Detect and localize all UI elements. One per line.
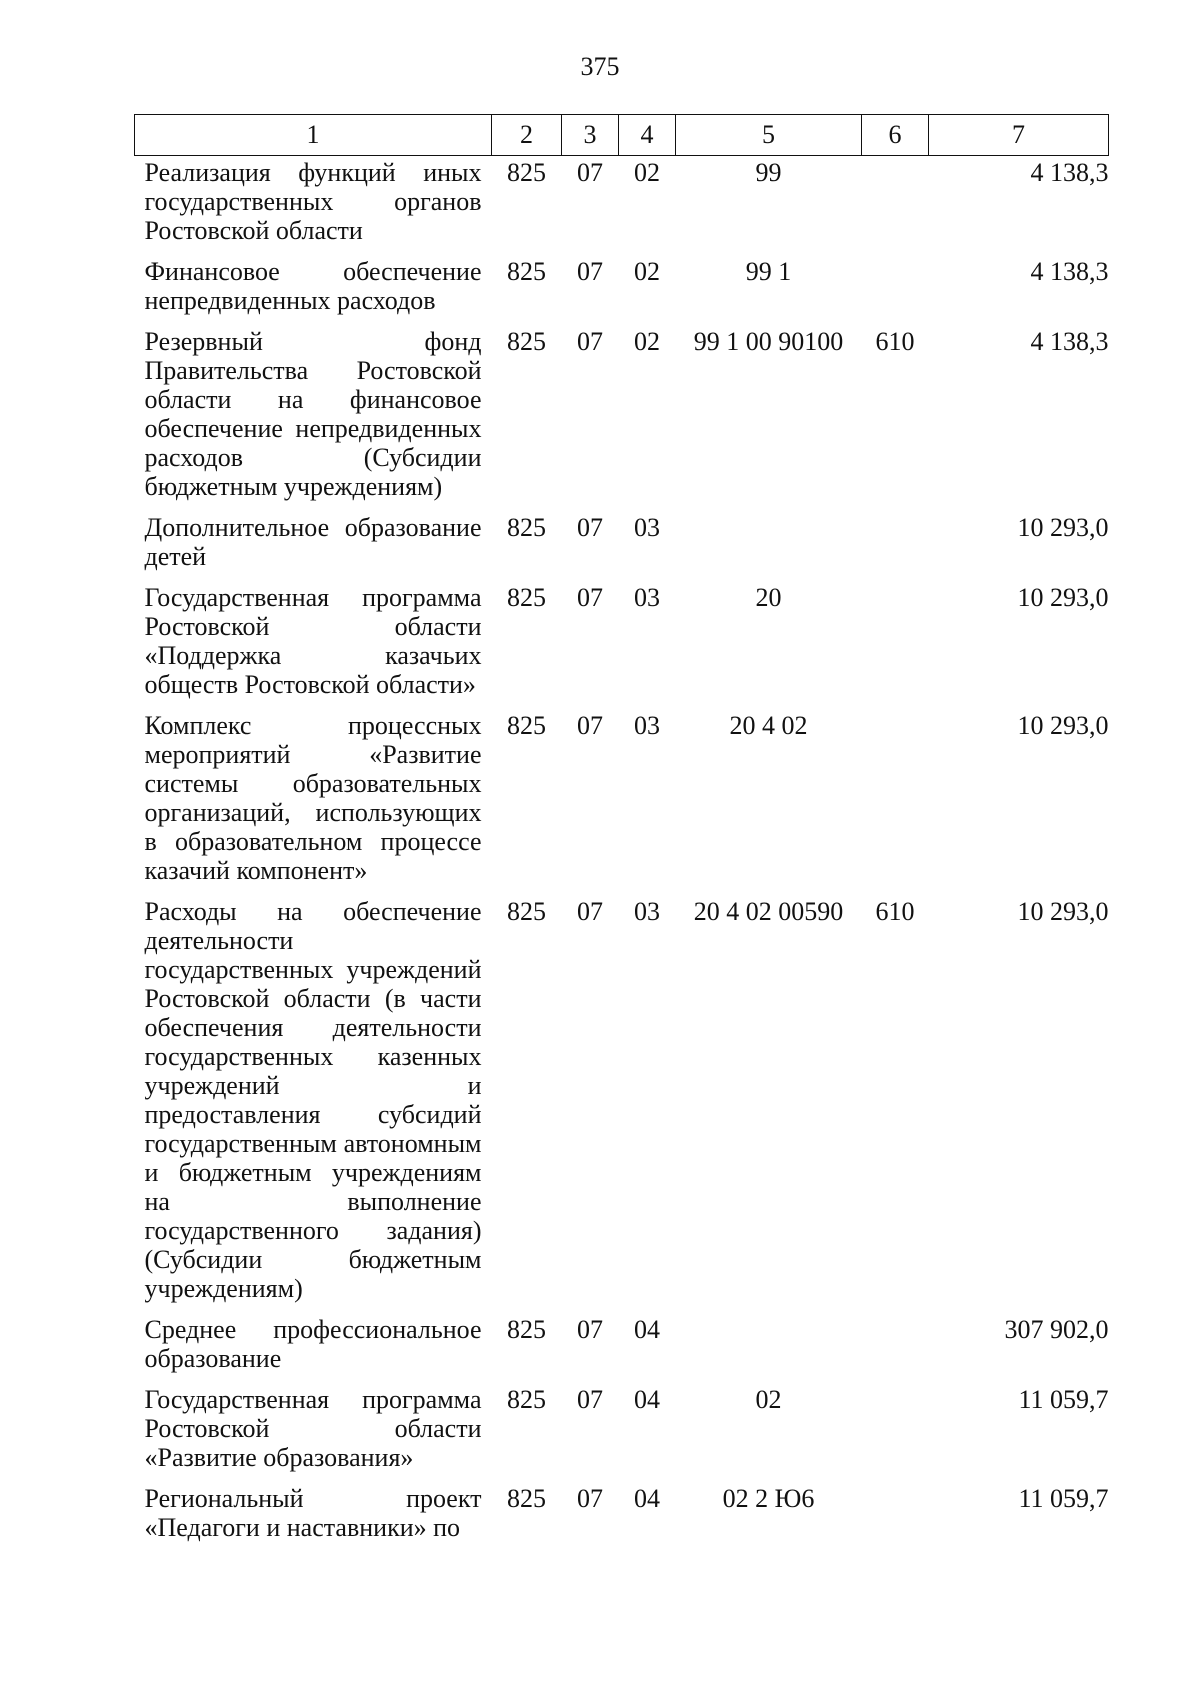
row-subsection: 04: [634, 1484, 660, 1513]
row-expense-type: 610: [875, 897, 915, 926]
row-name: Среднее профессиональное образование: [144, 1315, 482, 1373]
row-target-article: 20 4 02: [729, 711, 808, 740]
row-subsection: 04: [634, 1385, 660, 1414]
header-row: [135, 115, 1109, 156]
row-expense-type: [862, 1383, 929, 1482]
row-expense-type: [862, 1313, 929, 1383]
row-target-article: 02: [755, 1385, 782, 1414]
row-amount: 10 293,0: [1017, 513, 1109, 542]
row-name: Комплекс процессных мероприятий «Развитие системы образовательных организаций, использующих в образовательном процессе казачий компонент»: [144, 711, 482, 885]
row-amount: 307 902,0: [1004, 1315, 1109, 1344]
table-row: [135, 1383, 1109, 1482]
row-section: 07: [577, 711, 603, 740]
header-col-2: 2: [492, 115, 562, 156]
row-amount: 10 293,0: [1017, 711, 1109, 740]
table-row: [135, 1313, 1109, 1383]
row-name: Финансовое обеспечение непредвиденных расходов: [144, 257, 482, 315]
row-expense-type: [862, 255, 929, 325]
row-expense-type: [862, 156, 929, 256]
row-target-article: [676, 1313, 862, 1383]
row-subsection: 03: [634, 711, 660, 740]
row-target-article: 02 2 Ю6: [722, 1484, 815, 1513]
row-target-article: 99 1: [745, 257, 792, 286]
row-expense-type: [862, 1482, 929, 1552]
row-amount: 10 293,0: [1017, 897, 1109, 926]
header-col-3: 3: [562, 115, 619, 156]
row-subsection: 03: [634, 583, 660, 612]
row-subsection: 02: [634, 158, 660, 187]
row-ministry-code: 825: [507, 327, 546, 356]
row-section: 07: [577, 327, 603, 356]
row-ministry-code: 825: [507, 583, 546, 612]
row-name: Резервный фонд Правительства Ростовской области на финансовое обеспечение непредвиденных расходов (Субсидии бюджетным учреждениям): [144, 327, 482, 501]
row-section: 07: [577, 513, 603, 542]
row-ministry-code: 825: [507, 513, 546, 542]
row-section: 07: [577, 257, 603, 286]
row-expense-type: 610: [875, 327, 915, 356]
row-amount: 10 293,0: [1017, 583, 1109, 612]
budget-table: [134, 114, 1109, 1552]
row-name: Дополнительное образование детей: [144, 513, 482, 571]
row-expense-type: [862, 581, 929, 709]
row-subsection: 02: [634, 327, 660, 356]
row-name: Государственная программа Ростовской области «Поддержка казачьих обществ Ростовской области»: [144, 583, 482, 699]
table-body: [135, 156, 1109, 1553]
table-row: [135, 895, 1109, 1313]
row-section: 07: [577, 158, 603, 187]
row-amount: 11 059,7: [1018, 1385, 1109, 1414]
table-row: [135, 709, 1109, 895]
header-col-7: 7: [929, 115, 1109, 156]
row-ministry-code: 825: [507, 1385, 546, 1414]
row-ministry-code: 825: [507, 1484, 546, 1513]
row-name: Расходы на обеспечение деятельности государственных учреждений Ростовской области (в части обеспечения деятельности государственных казенных учреждений и предоставления субсидий государственным автономным и бюджетным учреждениям на выполнение государственного задания) (Субсидии бюджетным учреждениям): [144, 897, 482, 1303]
row-amount: 4 138,3: [1030, 257, 1109, 286]
row-expense-type: [862, 511, 929, 581]
row-name: Региональный проект «Педагоги и наставники» по: [144, 1484, 482, 1542]
row-ministry-code: 825: [507, 897, 546, 926]
row-subsection: 02: [634, 257, 660, 286]
row-section: 07: [577, 583, 603, 612]
table-row: [135, 1482, 1109, 1552]
table-row: [135, 156, 1109, 256]
row-ministry-code: 825: [507, 711, 546, 740]
header-col-6: 6: [862, 115, 929, 156]
row-amount: 4 138,3: [1030, 158, 1109, 187]
row-amount: 4 138,3: [1030, 327, 1109, 356]
header-col-4: 4: [619, 115, 676, 156]
header-col-5: 5: [676, 115, 862, 156]
row-target-article: 20: [755, 583, 782, 612]
row-name: Государственная программа Ростовской области «Развитие образования»: [144, 1385, 482, 1472]
page-number: 375: [580, 52, 620, 81]
row-ministry-code: 825: [507, 158, 546, 187]
row-subsection: 03: [634, 513, 660, 542]
row-target-article: 99 1 00 90100: [693, 327, 844, 356]
row-subsection: 04: [634, 1315, 660, 1344]
row-name: Реализация функций иных государственных органов Ростовской области: [144, 158, 482, 245]
row-amount: 11 059,7: [1018, 1484, 1109, 1513]
row-section: 07: [577, 897, 603, 926]
header-col-1: 1: [135, 115, 492, 156]
table-row: [135, 325, 1109, 511]
row-subsection: 03: [634, 897, 660, 926]
row-expense-type: [862, 709, 929, 895]
table-row: [135, 255, 1109, 325]
row-target-article: [676, 511, 862, 581]
table-header: [135, 115, 1109, 156]
row-target-article: 99: [755, 158, 782, 187]
row-section: 07: [577, 1315, 603, 1344]
table-row: [135, 511, 1109, 581]
row-ministry-code: 825: [507, 257, 546, 286]
table-row: [135, 581, 1109, 709]
row-section: 07: [577, 1484, 603, 1513]
row-target-article: 20 4 02 00590: [693, 897, 844, 926]
row-ministry-code: 825: [507, 1315, 546, 1344]
row-section: 07: [577, 1385, 603, 1414]
